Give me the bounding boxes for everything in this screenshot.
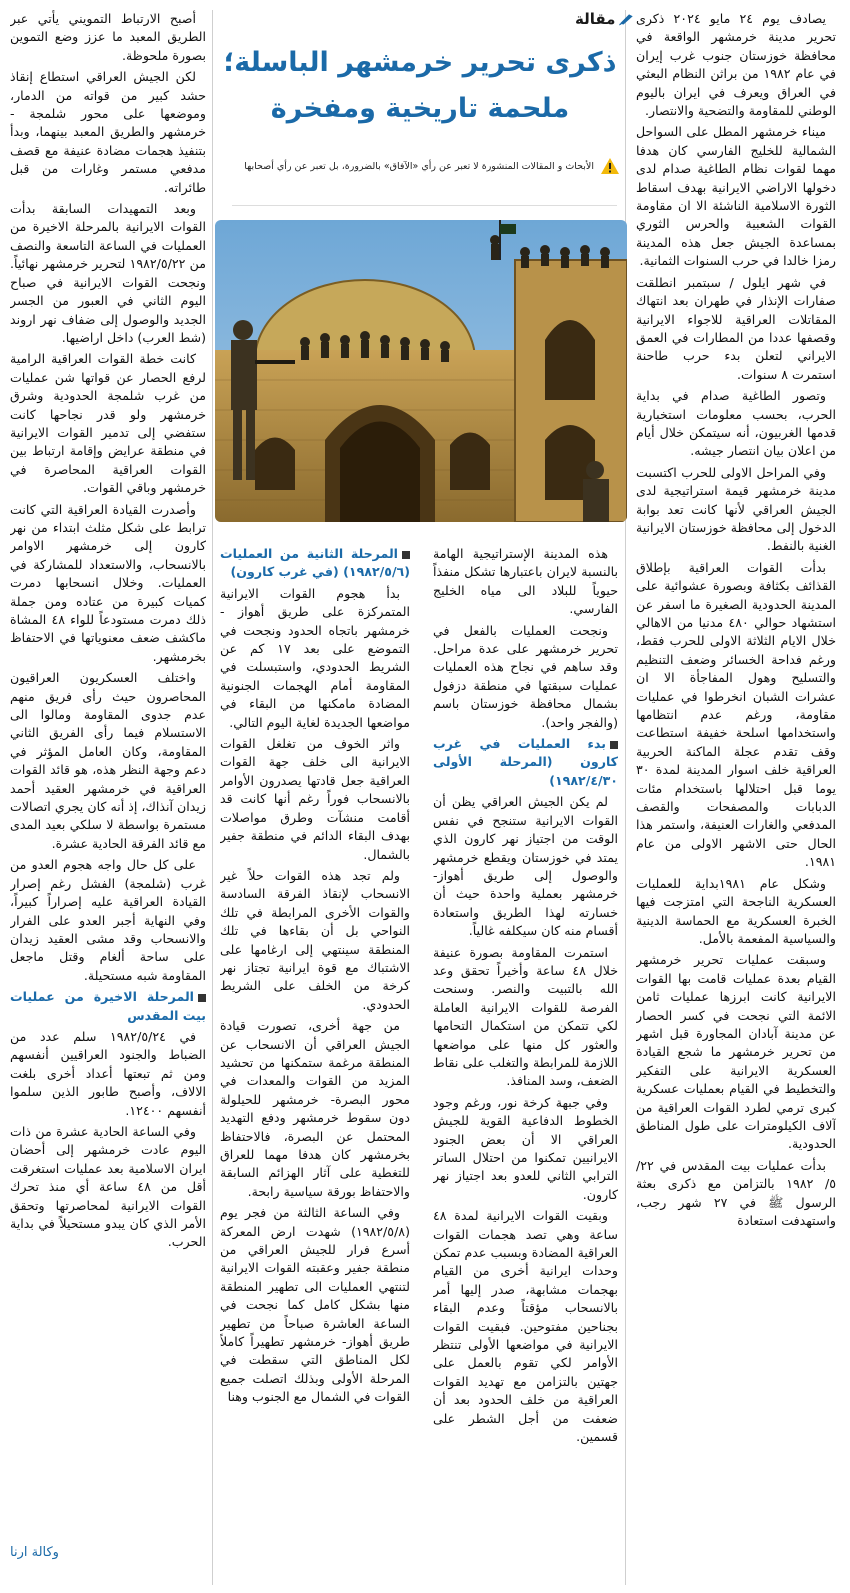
bullet-square-icon	[402, 551, 410, 559]
paragraph: واثر الخوف من تغلغل القوات الايرانية الى خلف جهة القوات العراقية جعل قادتها يصدرون الأوامر بالانسحاب فوراً رغم أنها كانت قد أقامت منشآت وطرق مواصلات بهدف البقاء الدائم في منطقة جفير بالشمال.	[220, 736, 410, 862]
paragraph: وشكل عام ١٩٨١بداية للعمليات العسكرية الناجحة التي امتزجت فيها الخبرة العسكرية مع الحماسة الدينية والسياسية المفعمة بالأمل.	[636, 875, 836, 946]
paragraph: لم يكن الجيش العراقي يظن أن القوات الايرانية ستنجح في نفس الوقت من اجتياز نهر كارون الذي يمتد في خوزستان ويقطع خرمشهر والوصول إلى طريق أهواز- خرمشهر بعملية واحدة حيث أن خسارته لهذا الطريق واستعادة أقسام منه كان سيكلفه غالياً.	[433, 794, 618, 939]
paragraph: ونجحت العمليات بالفعل في تحرير خرمشهر على عدة مراحل. وقد ساهم في نجاح هذه العمليات عمليات سبقتها في منطقة دزفول بشمال محافظة خوزستان باسم (والفجر واحد).	[433, 622, 618, 730]
disclaimer	[220, 155, 620, 177]
paragraph: وفي الساعة الثالثة من فجر يوم (١٩٨٢/٥/٨) شهدت ارض المعركة أسرع فرار للجيش العراقي من منطقة جفير وعقبته القوات الايرانية لتنتهي العمليات الى تطهير المنطقة منها بشكل كامل كما نجحت في الساعة العاشرة صباحاً من تطهير طريق أهواز- خرمشهر تطهيراً كاملاً لكل المناطق التي سقطت في المرحلة الأولى وبذلك اتصلت جميع القوات في الشمال مع الجنوب وهنا	[220, 1205, 410, 1405]
brand-label: مقالة	[575, 10, 616, 28]
paragraph: في ١٩٨٢/٥/٢٤ سلم عدد من الضباط والجنود العراقيين أنفسهم ومن ثم تبعتها أعداد أخرى بلغت الالاف، وأصبح طابور الذين سلموا أنفسهم ١٢٤٠٠.	[10, 1028, 206, 1118]
paragraph: ميناء خرمشهر المطل على السواحل الشمالية للخليج الفارسي كان هدفا مهما لقوات نظام الطاغية صدام لدى دخولها الاراضي الايرانية بهدف اسقاط الثورة الاسلامية الناشئة الا ان مقاومة القوات الشعبية والحرس الثوري بمساعدة الجيش جعل هذه المدينة رمزا خالدا في حرب السنوات الثمانية.	[636, 124, 836, 269]
column-right	[636, 10, 836, 1580]
column-rule	[212, 10, 213, 1585]
column-left	[10, 10, 206, 1580]
paragraph: وفي جبهة كرخة نور، ورغم وجود الخطوط الدفاعية القوية للجيش العراقي الا أن بعض الجنود الايرانيين تمكنوا من احتلال الساتر الترابي الثاني للعدو بعد اجتياز نهر كارون.	[433, 1094, 618, 1202]
subheading-text: المرحلة الثانية من العمليات (١٩٨٢/٥/٦) (في غرب كارون)	[220, 546, 410, 580]
headline-line-1: ذكرى تحرير خرمشهر الباسلة؛	[223, 47, 617, 78]
subheading	[433, 735, 618, 790]
headline-line-2: ملحمة تاريخية ومفخرة	[270, 93, 570, 124]
article-headline	[220, 40, 620, 132]
paragraph: وتصور الطاغية صدام في بداية الحرب، بحسب معلومات استخبارية قدمها الغربيون، أنه سيتمكن خلال أيام من اعلان بيان انتصار جيشه.	[636, 388, 836, 459]
paragraph: استمرت المقاومة بصورة عنيفة خلال ٤٨ ساعة وأخيراً تحقق وعد الله بالتبيت والنصر. وسنحت الفرصة للقوات الايرانية العاملة لكي تتمكن من استكمال التحامها والعثور كل منها على مواضعها اللازمة للمرابطة والتغلب على نقاط الضعف، وسد المنافذ.	[433, 944, 618, 1089]
paragraph: وفي الساعة الحادية عشرة من ذات اليوم عادت خرمشهر إلى أحضان ايران الاسلامية بعد عمليات استغرقت أقل من ٤٨ ساعة أي منذ تحرك القوات الايرانية لمحاصرتها وتحقق الأمر الذي كان يبدو مستحيلاً في بداية الحرب.	[10, 1123, 206, 1250]
paragraph: ولم تجد هذه القوات حلاً غير الانسحاب لإنقاذ الفرقة السادسة والقوات الأخرى المرابطة في تلك النواحي بل أن بقاءها في تلك المنطقة سينتهي إلى ارغامها على الاشتباك مع قوة ايرانية تجتاز نهر كرخة من الخلف على الشريط الحدودي.	[220, 867, 410, 1012]
pen-icon	[618, 12, 635, 26]
bullet-square-icon	[198, 994, 206, 1002]
paragraph: وفي المراحل الاولى للحرب اكتسبت مدينة خرمشهر قيمة استراتيجية لدى الجيش العراقي لأنها كانت تعد بوابة الدخول إلى محافظة خوزستان الايرانية الغنية بالنفط.	[636, 464, 836, 554]
paragraph: وأصدرت القيادة العراقية التي كانت ترابط على شكل مثلث ابتداء من نهر كارون إلى خرمشهر الاوامر بالانسحاب، والاستعداد للمشاركة في العمليات. وخلال انسحابها دمرت كميات كبيرة من عتاده ومن جملة ذلك دمرت مستودعاً للواء ٤٨ المشاة ماكشف ضعف معنوياتها في الاحتفاظ بخرمشهر.	[10, 501, 206, 664]
paragraph: بدأت عمليات بيت المقدس في ٢٢/ ٥/ ١٩٨٢ بالتزامن مع ذكرى بعثة الرسول ﷺ في ٢٧ شهر رجب، واستهدفت استعادة	[636, 1157, 836, 1228]
warning-icon	[600, 157, 620, 175]
historic-mosque-photo	[215, 220, 627, 522]
paragraph: هذه المدينة الإستراتيجية الهامة بالنسبة لايران باعتبارها تشكل منفذاً حيوياً للبلاد الى مياه الخليج الفارسي.	[433, 546, 618, 617]
paragraph: يصادف يوم ٢٤ مايو ٢٠٢٤ ذكرى تحرير مدينة خرمشهر الواقعة في محافظة خوزستان جنوب غرب إيران في عام ١٩٨٢ من براثن النظام البعثي في العراق ويعرف في ايران باليوم الوطني للمقاومة والتضحية والانتصار.	[636, 11, 836, 119]
paragraph: من جهة أخرى، تصورت قيادة الجيش العراقي أن الانسحاب عن المنطقة مرغمة ستمكنها من تحشيد المزيد من القوات والمعدات في محور البصرة- خرمشهر للحيلولة دون سقوط خرمشهر ودفع التهديد المحتمل عن البصرة، فالاحتفاظ بخرمشهر كان هدفا مهما للعراق للتغطية على آثار الهزائم السابقة والاحتفاظ بورقة سياسية رابحة.	[220, 1018, 410, 1199]
column-middle-right	[433, 545, 618, 1585]
bullet-square-icon	[610, 741, 618, 749]
subheading-text: بدء العمليات في غرب كارون (المرحلة الأولى ١٩٨٢/٤/٣٠)	[433, 736, 618, 788]
paragraph: أصبح الارتباط التمويني يأتي عبر الطريق المعبد ما عزز وضع التموين بصورة ملحوظة.	[10, 11, 206, 63]
paragraph: وسبقت عمليات تحرير خرمشهر القيام بعدة عمليات قامت بها القوات الايرانية كانت ابرزها عمليات ثامن الائمة التي نجحت في كسر الحصار عن مدينة آبادان المجاورة قبل اشهر من تحرير خرمشهر ما شجع القيادة العسكرية الايرانية على التفكير والتخطيط في القيام بعمليات عسكرية كبرى ترمي لطرد القوات العراقية من آلاف الكيلومترات على طول المناطق الحدودية.	[636, 952, 836, 1152]
subheading	[10, 988, 206, 1025]
paragraph: واختلف العسكريون العراقيون المحاصرون حيث رأى فريق منهم عدم جدوى المقاومة ومالوا الى الاستسلام فيما رأى الفريق الثاني المقاومة، وكان العامل المؤثر في دعم وجهة النظر هذه، هو قائد القوات العراقية في خرمشهر العقيد أحمد زيدان آنذاك، إذ أنه كان يجري اتصالات مستمرة بواسطة لا سلكي بعيد المدى مع قائد الفرقة الحادية عشرة.	[10, 670, 206, 851]
paragraph: وبعد التمهيدات السابقة بدأت القوات الايرانية بالمرحلة الاخيرة من العمليات في الساعة التاسعة والنصف من ١٩٨٢/٥/٢٢ لتحرير خرمشهر نهائياً. ونجحت القوات الايرانية في صباح اليوم الثاني في العبور من الجسر الجديد والوصول إلى ضفاف نهر اروند (شط العرب) داخل اراضيها.	[10, 201, 206, 345]
section-brand	[575, 8, 635, 30]
divider	[232, 205, 617, 206]
mosque-illustration	[215, 220, 627, 522]
paragraph: بدأ هجوم القوات الايرانية المتمركزة على طريق أهواز - خرمشهر باتجاه الحدود ونجحت في التموضع على بعد ١٧ كم عن الشريط الحدودي، واستبسلت في المقاومة أمام الهجمات الجنونية المضادة مامكنها من البقاء في مواضعها الجديدة لغاية اليوم التالي.	[220, 585, 410, 730]
paragraph: في شهر ايلول / سبتمبر انطلقت صفارات الإنذار في طهران بعد انتهاك المقاتلات العراقية للاجواء الايرانية وقصفها عددا من المطارات في العمق الايراني لتعلن بدء حرب طاحنة استمرت ٨ سنوات.	[636, 274, 836, 382]
paragraph: لكن الجيش العراقي استطاع إنقاذ حشد كبير من قواته من الدمار، وموضعها على محور شلمجة - خرمشهر والطريق المعبد بينهما، وبدأ بتنفيذ هجمات مضادة عنيفة مع قصف مدفعي مستمر وغارات من قبل طائراته.	[10, 69, 206, 195]
paragraph: كانت خطة القوات العراقية الرامية لرفع الحصار عن قواتها شن عمليات من غرب شلمجة الحدودية وشرق خرمشهر ولو قدر نجاحها كانت ستفضي إلى تدمير القوات الايرانية في منطقة عرايض وإقامة ارتباط بين القوات العراقية المحاصرة في خرمشهر وباقي القوات.	[10, 351, 206, 496]
disclaimer-text: الأبحاث و المقالات المنشورة لا تعبر عن رأي «الآفاق» بالضرورة، بل تعبر عن رأي أصحابها	[244, 160, 594, 172]
column-middle-left	[220, 545, 410, 1585]
source-credit: وكالة ارنا	[10, 1545, 59, 1560]
paragraph: وبقيت القوات الايرانية لمدة ٤٨ ساعة وهي تصد هجمات القوات العراقية المضادة وبسبب عدم تمكن وحدات ايرانية أخرى من القيام بهجمات مشابهة، صدر إليها أمر بالانسحاب مؤقتاً وعدم البقاء بجناحين مفتوحين. فبقيت القوات الايرانية في مواضعها الأولى تنتظر الأوامر لكي تقوم بالعمل على جهتين بالتزامن مع تهديد القوات العراقية من خلف الحدود بعد أن ضعفت من أجل الشطر على قسمين.	[433, 1208, 618, 1445]
paragraph: بدأت القوات العراقية بإطلاق القذائف بكثافة وبصورة عشوائية على المدينة الحدودية الصغيرة ما اسفر عن استشهاد حوالي ٤٨٠ مدنيا من الاهالي خلال الايام الثلاثة الاولى للحرب فقط، ورغم فداحة الخسائر وضعف التنظيم والتسليح وهول المفاجأة الا ان عشرات الشبان انخرطوا في عمليات مقاومة، ورغم عدم انتظامها واستخدامها اسلحة خفيفة استطاعت وقف تقدم عجلة الماكنة الحربية العراقية خلف اسوار المدينة لمدة ٣٠ يوما قبل احتلالها باستخدام مئات الدبابات والمصفحات والقصف المدفعي والغارات العنيفة، واستمر هذا الحال حتى الاشهر الاولى من عام ١٩٨١.	[636, 559, 836, 870]
paragraph: على كل حال واجه هجوم العدو من غرب (شلمجة) الفشل رغم إصرار القيادة العراقية عليه إصراراً كبيراً، وفي النهاية أجبر العدو على الفرار والانسحاب وقد مشى العقيد زيدان على ساحة ألغام وقتل ماجعل المقاومة شبه مستحيلة.	[10, 857, 206, 983]
subheading-text: المرحلة الاخيرة من عمليات بيت المقدس	[10, 989, 206, 1023]
subheading	[220, 545, 410, 582]
